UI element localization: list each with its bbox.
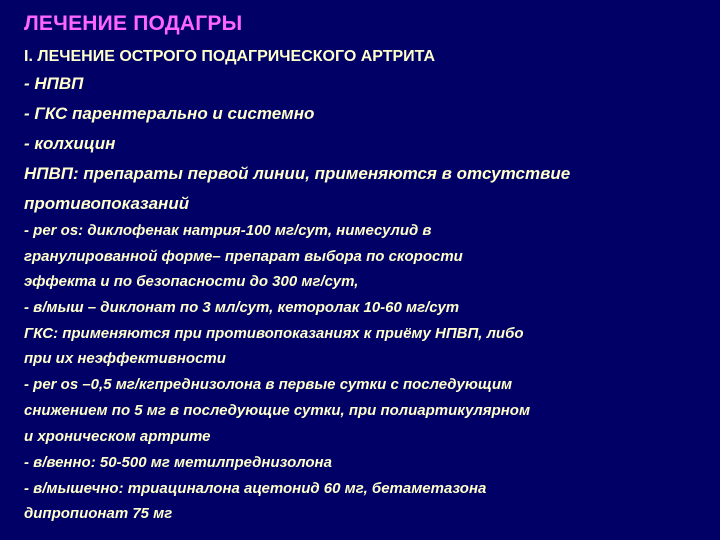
- text-line: I. ЛЕЧЕНИЕ ОСТРОГО ПОДАГРИЧЕСКОГО АРТРИТА: [24, 48, 435, 65]
- text-line: НПВП: препараты первой линии, применяются в отсутствие: [24, 164, 571, 183]
- text-line: - per os: диклофенак натрия-100 мг/сут, нимесулид в: [24, 222, 432, 239]
- text-line: - per os –0,5 мг/кгпреднизолона в первые сутки с последующим: [24, 376, 513, 393]
- text-line: - в/мышечно: триациналона ацетонид 60 мг, бетаметазона: [24, 480, 487, 497]
- text-line: - в/венно: 50-500 мг метилпреднизолона: [24, 454, 332, 471]
- text-line: снижением по 5 мг в последующие сутки, при полиартикулярном: [24, 402, 531, 419]
- text-line: эффекта и по безопасности до 300 мг/сут,: [24, 273, 359, 290]
- text-line: дипропионат 75 мг: [24, 505, 173, 522]
- text-line: противопоказаний: [24, 194, 190, 213]
- text-line: и хроническом артрите: [24, 428, 211, 445]
- text-line: - в/мыш – диклонат по 3 мл/сут, кеторолак 10-60 мг/сут: [24, 299, 460, 316]
- text-line: ГКС: применяются при противопоказаниях к приёму НПВП, либо: [24, 325, 524, 342]
- text-line: - НПВП: [24, 74, 84, 93]
- text-line: гранулированной форме– препарат выбора по скорости: [24, 248, 463, 265]
- text-line: при их неэффективности: [24, 350, 226, 367]
- text-line: - колхицин: [24, 134, 116, 153]
- text-line: - ГКС парентерально и системно: [24, 104, 315, 123]
- slide-title: ЛЕЧЕНИЕ ПОДАГРЫ: [24, 12, 243, 35]
